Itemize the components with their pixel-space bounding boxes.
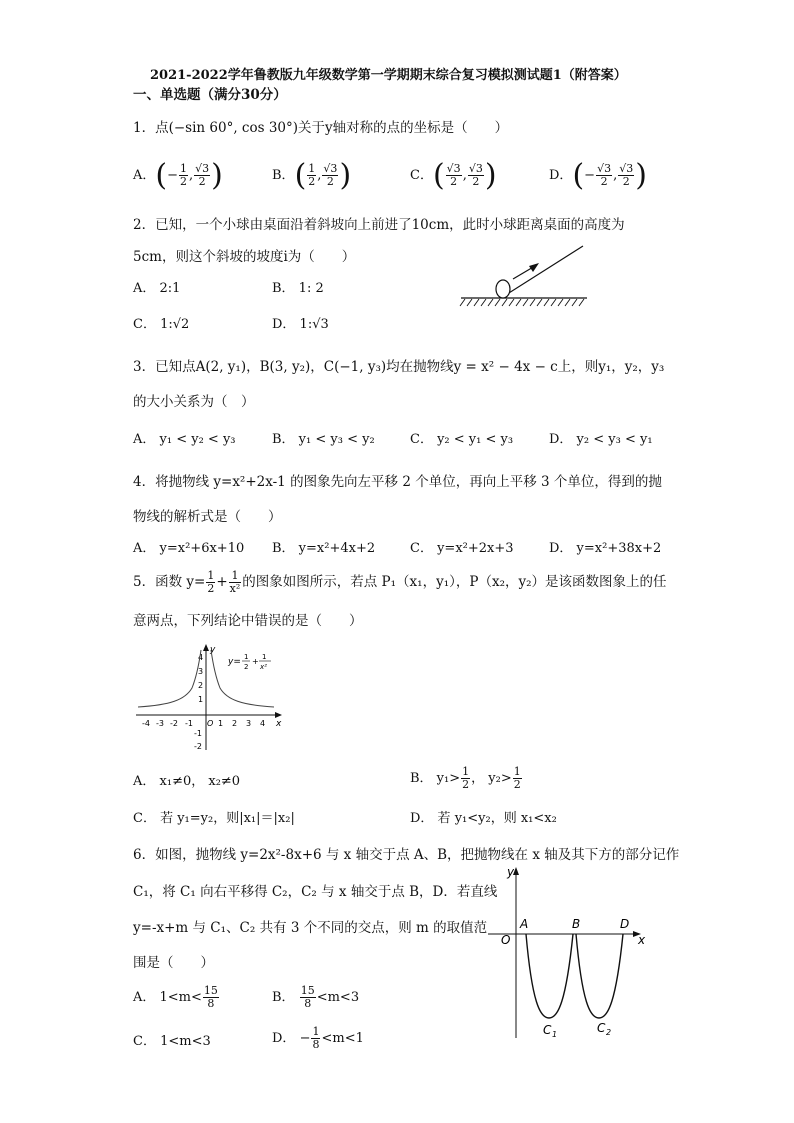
- q1-a-den2: 2: [198, 175, 206, 188]
- page-title: 2021-2022学年鲁教版九年级数学第一学期期末综合复习模拟测试题1（附答案）: [150, 68, 627, 83]
- q6-d-den: 8: [312, 1038, 320, 1051]
- slope-figure: [455, 242, 595, 310]
- q4-stem-line1: 4．将抛物线 y=x²+2x-1 的图象先向左平移 2 个单位，再向上平移 3 个单位，得到的抛: [133, 474, 662, 490]
- q2-option-c[interactable]: C． 1:√2: [133, 317, 190, 332]
- q2-option-d[interactable]: D． 1:√3: [272, 317, 329, 332]
- q1-d-num2: √3: [619, 162, 634, 175]
- q6-option-a[interactable]: [133, 985, 220, 1010]
- q5-y-tick: -2: [194, 742, 202, 751]
- q5-x-tick: 3: [246, 719, 252, 728]
- q5-b-frac2-den: 2: [513, 778, 521, 791]
- q6-curve-c2-label: C: [597, 1021, 606, 1035]
- q2-option-a[interactable]: A． 2:1: [133, 281, 181, 296]
- q4-stem-line2: 物线的解析式是（ ）: [133, 509, 282, 525]
- q5-option-d[interactable]: D． 若 y₁<y₂，则 x₁<x₂: [410, 811, 557, 826]
- q5-y-tick: 4: [198, 653, 204, 662]
- q5-y-tick: -1: [194, 729, 202, 738]
- q1-c-den: 2: [450, 175, 458, 188]
- q6-option-c[interactable]: C． 1<m<3: [133, 1034, 211, 1049]
- q4-option-b[interactable]: B． y=x²+4x+2: [272, 541, 376, 556]
- q6-point-a-label: A: [520, 917, 529, 931]
- q5-b-frac1-den: 2: [462, 778, 470, 791]
- q1-option-b[interactable]: B．( $\frac{1}{2}$ , $\frac{√3}{2}$ ): [272, 158, 352, 193]
- q1-d-num: √3: [597, 162, 612, 175]
- q5-stem-line2: 意两点，下列结论中错误的是（ ）: [133, 613, 363, 629]
- q6-a-num: 15: [203, 984, 218, 997]
- q5-graph-plus: +: [252, 657, 259, 666]
- q5-frac2-num: 1: [229, 570, 242, 583]
- q6-x-axis-label: x: [638, 933, 646, 947]
- q5-x-tick: -4: [142, 719, 150, 728]
- q1-a-den: 2: [180, 175, 188, 188]
- q5-y-tick: 1: [198, 695, 204, 704]
- q3-option-c[interactable]: C． y₂ < y₁ < y₃: [410, 432, 514, 447]
- q5-x-tick: -2: [170, 719, 178, 728]
- q1-c-num: √3: [446, 162, 461, 175]
- q5-x-tick: 2: [232, 719, 238, 728]
- q6-b-den: 8: [304, 997, 312, 1010]
- q5-graph-frac1-num: 1: [244, 653, 249, 661]
- q6-d-num: 1: [312, 1025, 320, 1038]
- q1-b-num2: √3: [323, 162, 338, 175]
- section-heading: 一、单选题（满分30分）: [133, 87, 287, 103]
- q1-c-num2: √3: [468, 162, 483, 175]
- q5-x-tick: -3: [156, 719, 164, 728]
- q6-option-b-label: B．: [272, 990, 295, 1005]
- q5-frac2-den: x²: [229, 582, 241, 595]
- q6-b-num: 15: [300, 984, 315, 997]
- q1-option-a-label: A．: [133, 168, 156, 183]
- q5-stem-line1: 5．函数 y= $\frac{1}{2}$ + $\frac{1}{\text{x²}}$ 的图象如图所示，若点 P₁（x₁，y₁），P（x₂，y₂）是该函数图象上的任: [133, 569, 667, 595]
- q1-d-den2: 2: [622, 175, 630, 188]
- q5-frac1-den: 2: [207, 582, 215, 595]
- q1-option-a[interactable]: A．(− $\frac{1}{2}$ , $\frac{√3}{2}$ ): [133, 158, 223, 193]
- q5-graph-frac1-den: 2: [244, 663, 249, 671]
- q5-option-b-mid: ， y₂>: [471, 771, 512, 786]
- q1-d-sign: −: [584, 168, 596, 183]
- q6-curve-c2-subscript: 2: [606, 1028, 612, 1037]
- q4-option-c[interactable]: C． y=x²+2x+3: [410, 541, 514, 556]
- q5-y-tick: 2: [198, 681, 204, 690]
- q1-a-num2: √3: [195, 162, 210, 175]
- q4-option-d[interactable]: D． y=x²+38x+2: [549, 541, 662, 556]
- q5-stem-pre: 5．函数 y=: [133, 574, 206, 590]
- q5-stem-post: 的图象如图所示，若点 P₁（x₁，y₁），P（x₂，y₂）是该函数图象上的任: [242, 574, 667, 590]
- q4-option-a[interactable]: A． y=x²+6x+10: [133, 541, 245, 556]
- q6-option-b-post: <m<3: [316, 990, 360, 1005]
- q5-graph-frac2-num: 1: [262, 653, 267, 661]
- q5-b-frac2-num: 1: [513, 765, 521, 778]
- q6-curve-c1-subscript: 1: [552, 1030, 558, 1039]
- q2-option-b[interactable]: B． 1: 2: [272, 281, 324, 296]
- q6-option-d-post: <m<1: [321, 1031, 364, 1046]
- q1-option-b-label: B．: [272, 168, 295, 183]
- q5-x-axis-label: x: [276, 719, 282, 729]
- q5-option-b-pre: B． y₁>: [410, 771, 461, 786]
- q5-y-axis-label: y: [210, 645, 216, 655]
- q5-frac1-num: 1: [207, 569, 215, 582]
- q2-stem-line2: 5cm，则这个斜坡的坡度i为（ ）: [133, 249, 356, 265]
- q6-point-b-label: B: [572, 917, 581, 931]
- q5-option-b[interactable]: [410, 766, 523, 791]
- q1-b-den2: 2: [326, 175, 334, 188]
- q2-stem-line1: 2．已知，一个小球由桌面沿着斜坡向上前进了10cm，此时小球距离桌面的高度为: [133, 217, 625, 233]
- q1-stem: 1．点(−sin 60°, cos 30°)关于y轴对称的点的坐标是（ ）: [133, 120, 509, 136]
- q6-option-b[interactable]: [272, 985, 359, 1010]
- q6-origin-label: O: [501, 933, 511, 947]
- q6-parabola-figure: [486, 862, 656, 1040]
- q6-option-d[interactable]: [272, 1026, 364, 1051]
- q1-d-den: 2: [600, 175, 608, 188]
- q6-stem-line1: 6．如图，抛物线 y=2x²-8x+6 与 x 轴交于点 A、B，把抛物线在 x 轴及其下方的部分记作: [133, 847, 680, 863]
- q6-stem-line2: C₁，将 C₁ 向右平移得 C₂，C₂ 与 x 轴交于点 B，D．若直线: [133, 884, 498, 900]
- q5-function-graph: [130, 642, 290, 754]
- q6-option-a-pre: A． 1<m<: [133, 990, 202, 1005]
- q6-stem-line3: y=-x+m 与 C₁、C₂ 共有 3 个不同的交点，则 m 的取值范: [133, 920, 488, 936]
- q1-option-c-label: C．: [410, 168, 433, 183]
- q5-origin-label: O: [207, 719, 214, 728]
- q6-stem-line4: 围是（ ）: [133, 955, 214, 971]
- q1-option-d[interactable]: D．(− $\frac{√3}{2}$ , $\frac{√3}{2}$ ): [549, 158, 647, 193]
- q6-a-den: 8: [207, 997, 215, 1010]
- q3-option-a[interactable]: A． y₁ < y₂ < y₃: [133, 432, 236, 447]
- q5-graph-label: y=: [228, 657, 241, 667]
- q6-d-sign: −: [299, 1031, 311, 1046]
- q5-b-frac1-num: 1: [462, 765, 470, 778]
- q6-y-axis-label: y: [507, 865, 515, 879]
- q3-stem-line1: 3．已知点A(2, y₁)，B(3, y₂)，C(−1, y₃)均在抛物线y = x² − 4x − c上，则y₁，y₂，y₃: [133, 359, 665, 375]
- q5-y-tick: 3: [198, 667, 204, 676]
- q5-option-a[interactable]: A． x₁≠0， x₂≠0: [133, 774, 241, 789]
- q5-option-c[interactable]: C． 若 y₁=y₂，则|x₁|＝|x₂|: [133, 811, 295, 826]
- q3-option-b[interactable]: B． y₁ < y₃ < y₂: [272, 432, 375, 447]
- q3-option-d[interactable]: D． y₂ < y₃ < y₁: [549, 432, 653, 447]
- q5-x-tick: 4: [260, 719, 266, 728]
- q1-b-num: 1: [308, 162, 316, 175]
- q6-option-d-label: D．: [272, 1031, 296, 1046]
- q1-option-d-label: D．: [549, 168, 573, 183]
- q1-a-sign: −: [167, 168, 179, 183]
- q1-a-num: 1: [180, 162, 188, 175]
- q1-option-c[interactable]: C．( $\frac{√3}{2}$ , $\frac{√3}{2}$ ): [410, 158, 497, 193]
- q1-b-den: 2: [308, 175, 316, 188]
- q1-c-den2: 2: [472, 175, 480, 188]
- q3-stem-line2: 的大小关系为（ ）: [133, 394, 255, 410]
- q5-x-tick: -1: [185, 719, 193, 728]
- q6-curve-c1-label: C: [543, 1023, 552, 1037]
- q5-x-tick: 1: [218, 719, 224, 728]
- q5-graph-frac2-den: x²: [260, 663, 267, 671]
- q6-point-d-label: D: [620, 917, 630, 931]
